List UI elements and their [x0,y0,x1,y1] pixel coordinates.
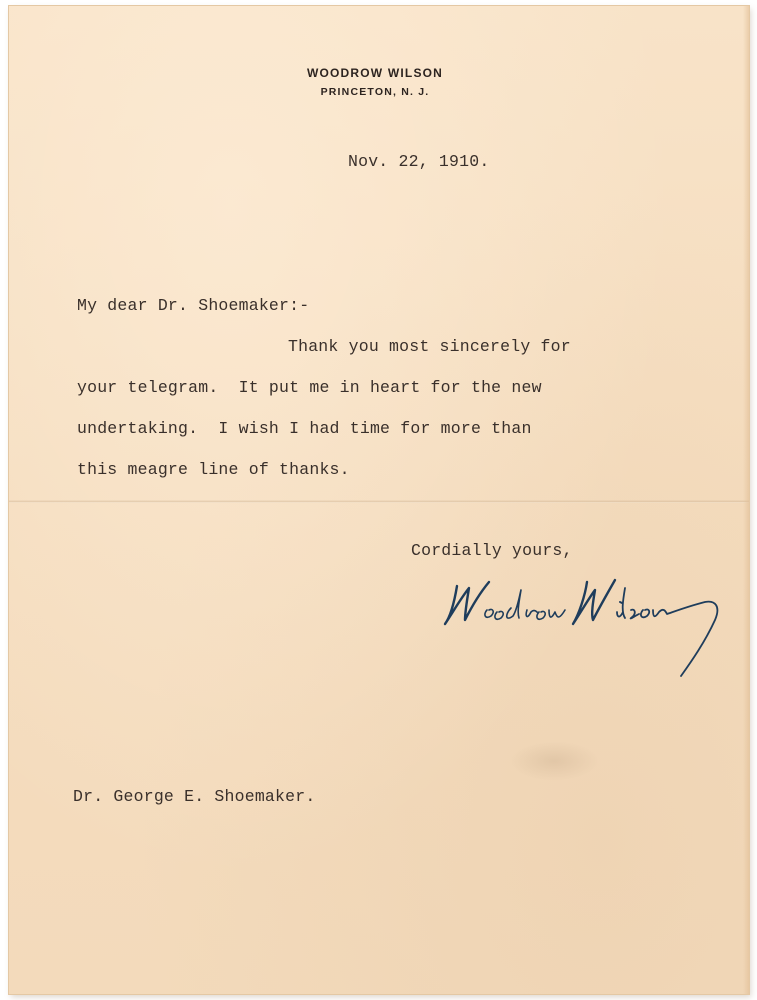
closing: Cordially yours, [411,541,573,560]
paper-fold-line [9,500,749,503]
letterhead-place: PRINCETON, N. J. [320,86,430,98]
handwritten-signature [439,568,729,688]
recipient-line: Dr. George E. Shoemaker. [73,787,316,806]
letterhead-name: WOODROW WILSON [306,66,444,80]
body-line: Thank you most sincerely for [288,337,571,356]
body-line: this meagre line of thanks. [77,460,350,479]
body-line: your telegram. It put me in heart for the new [77,378,542,397]
letter-date: Nov. 22, 1910. [348,152,490,171]
body-line: undertaking. I wish I had time for more than [77,419,532,438]
ink-smudge [509,741,599,781]
salutation: My dear Dr. Shoemaker:- [77,296,310,315]
paper-edge [743,6,749,994]
letterhead [9,66,749,98]
letter-page [9,6,749,994]
